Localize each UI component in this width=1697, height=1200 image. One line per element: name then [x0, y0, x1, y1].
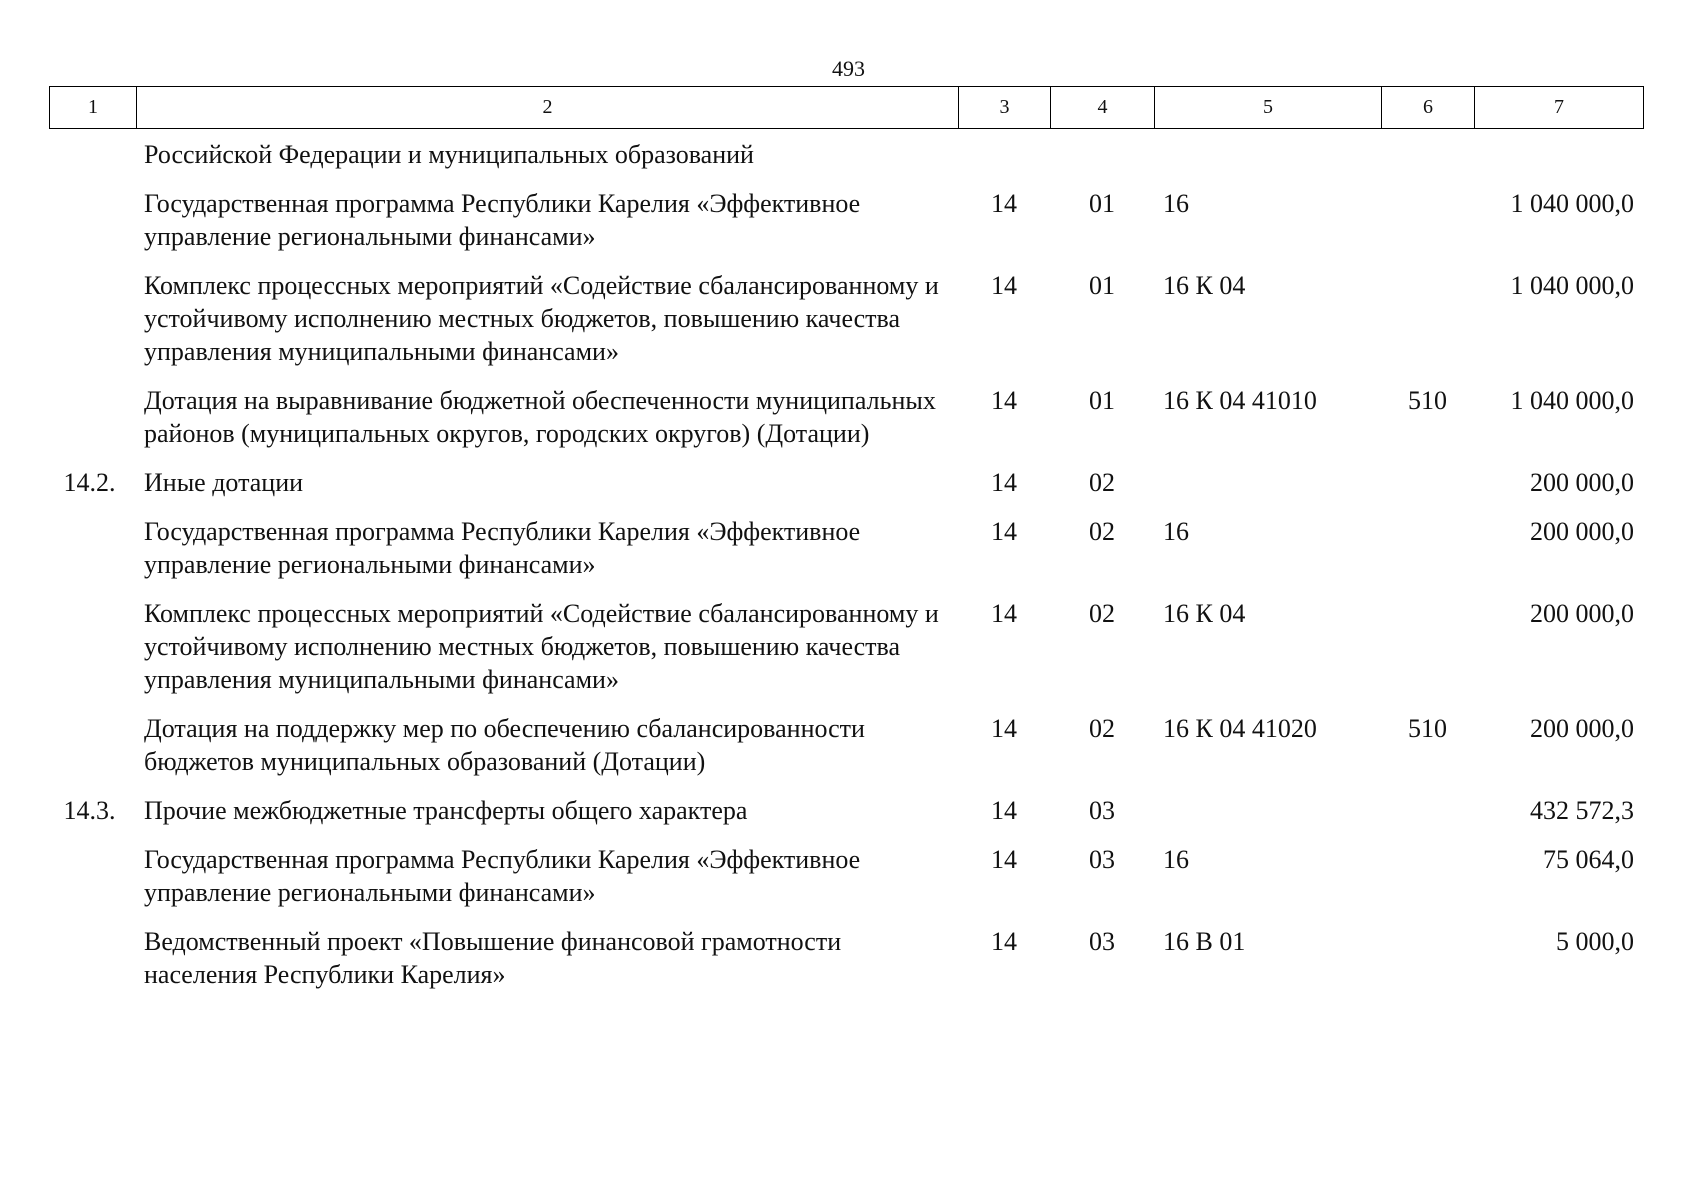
row-amount: 1 040 000,0	[1510, 189, 1634, 218]
table-row	[49, 466, 1643, 499]
row-section: 14	[991, 845, 1017, 874]
column-header-5: 5	[1155, 87, 1382, 129]
row-name: Прочие межбюджетные трансферты общего характера	[144, 796, 748, 825]
row-section	[958, 138, 1050, 171]
row-expense-type	[1381, 515, 1474, 581]
row-target-code: 16	[1163, 517, 1189, 546]
row-expense-type	[1381, 269, 1474, 368]
row-amount: 200 000,0	[1530, 714, 1634, 743]
row-section: 14	[991, 468, 1017, 497]
row-expense-type	[1381, 466, 1474, 499]
table-row	[49, 515, 1643, 581]
row-target-code: 16	[1163, 189, 1189, 218]
row-target-code: 16 В 01	[1163, 927, 1246, 956]
row-subsection: 01	[1089, 189, 1115, 218]
row-section: 14	[991, 517, 1017, 546]
table-row	[49, 187, 1643, 253]
row-section: 14	[991, 599, 1017, 628]
page-number: 493	[832, 56, 865, 81]
row-number: 14.3.	[63, 796, 116, 825]
row-number	[49, 843, 136, 909]
row-subsection: 03	[1089, 845, 1115, 874]
row-number: 14.2.	[63, 468, 116, 497]
row-section: 14	[991, 796, 1017, 825]
row-section: 14	[991, 386, 1017, 415]
column-header-row	[50, 87, 1644, 129]
row-expense-type	[1381, 843, 1474, 909]
row-target-code: 16 К 04	[1163, 599, 1246, 628]
table-row	[49, 794, 1643, 827]
row-section: 14	[991, 927, 1017, 956]
table-row	[49, 384, 1643, 450]
row-amount: 432 572,3	[1530, 796, 1634, 825]
row-subsection: 01	[1089, 386, 1115, 415]
column-header-table	[49, 86, 1644, 129]
row-expense-type: 510	[1408, 714, 1447, 743]
row-number	[49, 712, 136, 778]
table-body	[49, 138, 1643, 1007]
row-name: Российской Федерации и муниципальных образований	[144, 140, 754, 169]
column-header-3: 3	[959, 87, 1051, 129]
row-number	[49, 384, 136, 450]
row-expense-type	[1381, 794, 1474, 827]
row-name: Иные дотации	[144, 468, 304, 497]
table-row	[49, 269, 1643, 368]
row-subsection	[1050, 138, 1154, 171]
table-row	[49, 925, 1643, 991]
row-subsection: 03	[1089, 796, 1115, 825]
row-name: Комплекс процессных мероприятий «Содействие сбалансированному и устойчивому исполнению местных бюджетов, повышению качества управления муниципальными финансами»	[144, 271, 939, 366]
row-number	[49, 925, 136, 991]
row-amount: 200 000,0	[1530, 517, 1634, 546]
row-target-code: 16	[1163, 845, 1189, 874]
column-header-4: 4	[1051, 87, 1155, 129]
row-number	[49, 138, 136, 171]
row-number	[49, 597, 136, 696]
row-amount: 1 040 000,0	[1510, 386, 1634, 415]
row-target-code: 16 К 04 41020	[1163, 714, 1317, 743]
row-amount: 200 000,0	[1530, 599, 1634, 628]
row-amount: 75 064,0	[1543, 845, 1634, 874]
column-header-1: 1	[50, 87, 137, 129]
row-target-code	[1154, 138, 1381, 171]
row-number	[49, 269, 136, 368]
row-subsection: 02	[1089, 468, 1115, 497]
row-target-code	[1154, 466, 1381, 499]
row-section: 14	[991, 189, 1017, 218]
row-amount: 5 000,0	[1556, 927, 1634, 956]
row-expense-type	[1381, 138, 1474, 171]
row-expense-type	[1381, 925, 1474, 991]
row-target-code: 16 К 04 41010	[1163, 386, 1317, 415]
table-row	[49, 597, 1643, 696]
column-header-7: 7	[1475, 87, 1644, 129]
row-name: Государственная программа Республики Карелия «Эффективное управление региональными финансами»	[144, 517, 861, 579]
table-row	[49, 843, 1643, 909]
row-expense-type	[1381, 187, 1474, 253]
row-expense-type: 510	[1408, 386, 1447, 415]
column-header-6: 6	[1382, 87, 1475, 129]
row-name: Дотация на выравнивание бюджетной обеспеченности муниципальных районов (муниципальных округов, городских округов) (Дотации)	[144, 386, 936, 448]
row-subsection: 02	[1089, 714, 1115, 743]
table-row	[49, 712, 1643, 778]
row-subsection: 02	[1089, 517, 1115, 546]
row-target-code	[1154, 794, 1381, 827]
row-expense-type	[1381, 597, 1474, 696]
row-amount: 200 000,0	[1530, 468, 1634, 497]
row-section: 14	[991, 714, 1017, 743]
row-number	[49, 515, 136, 581]
row-name: Государственная программа Республики Карелия «Эффективное управление региональными финансами»	[144, 189, 861, 251]
row-target-code: 16 К 04	[1163, 271, 1246, 300]
row-amount	[1474, 138, 1643, 171]
row-amount: 1 040 000,0	[1510, 271, 1634, 300]
row-name: Ведомственный проект «Повышение финансовой грамотности населения Республики Карелия»	[144, 927, 842, 989]
row-subsection: 01	[1089, 271, 1115, 300]
row-subsection: 02	[1089, 599, 1115, 628]
row-name: Государственная программа Республики Карелия «Эффективное управление региональными финансами»	[144, 845, 861, 907]
row-subsection: 03	[1089, 927, 1115, 956]
row-section: 14	[991, 271, 1017, 300]
row-name: Комплекс процессных мероприятий «Содействие сбалансированному и устойчивому исполнению местных бюджетов, повышению качества управления муниципальными финансами»	[144, 599, 939, 694]
row-name: Дотация на поддержку мер по обеспечению сбалансированности бюджетов муниципальных образований (Дотации)	[144, 714, 865, 776]
table-row	[49, 138, 1643, 171]
column-header-2: 2	[137, 87, 959, 129]
row-number	[49, 187, 136, 253]
